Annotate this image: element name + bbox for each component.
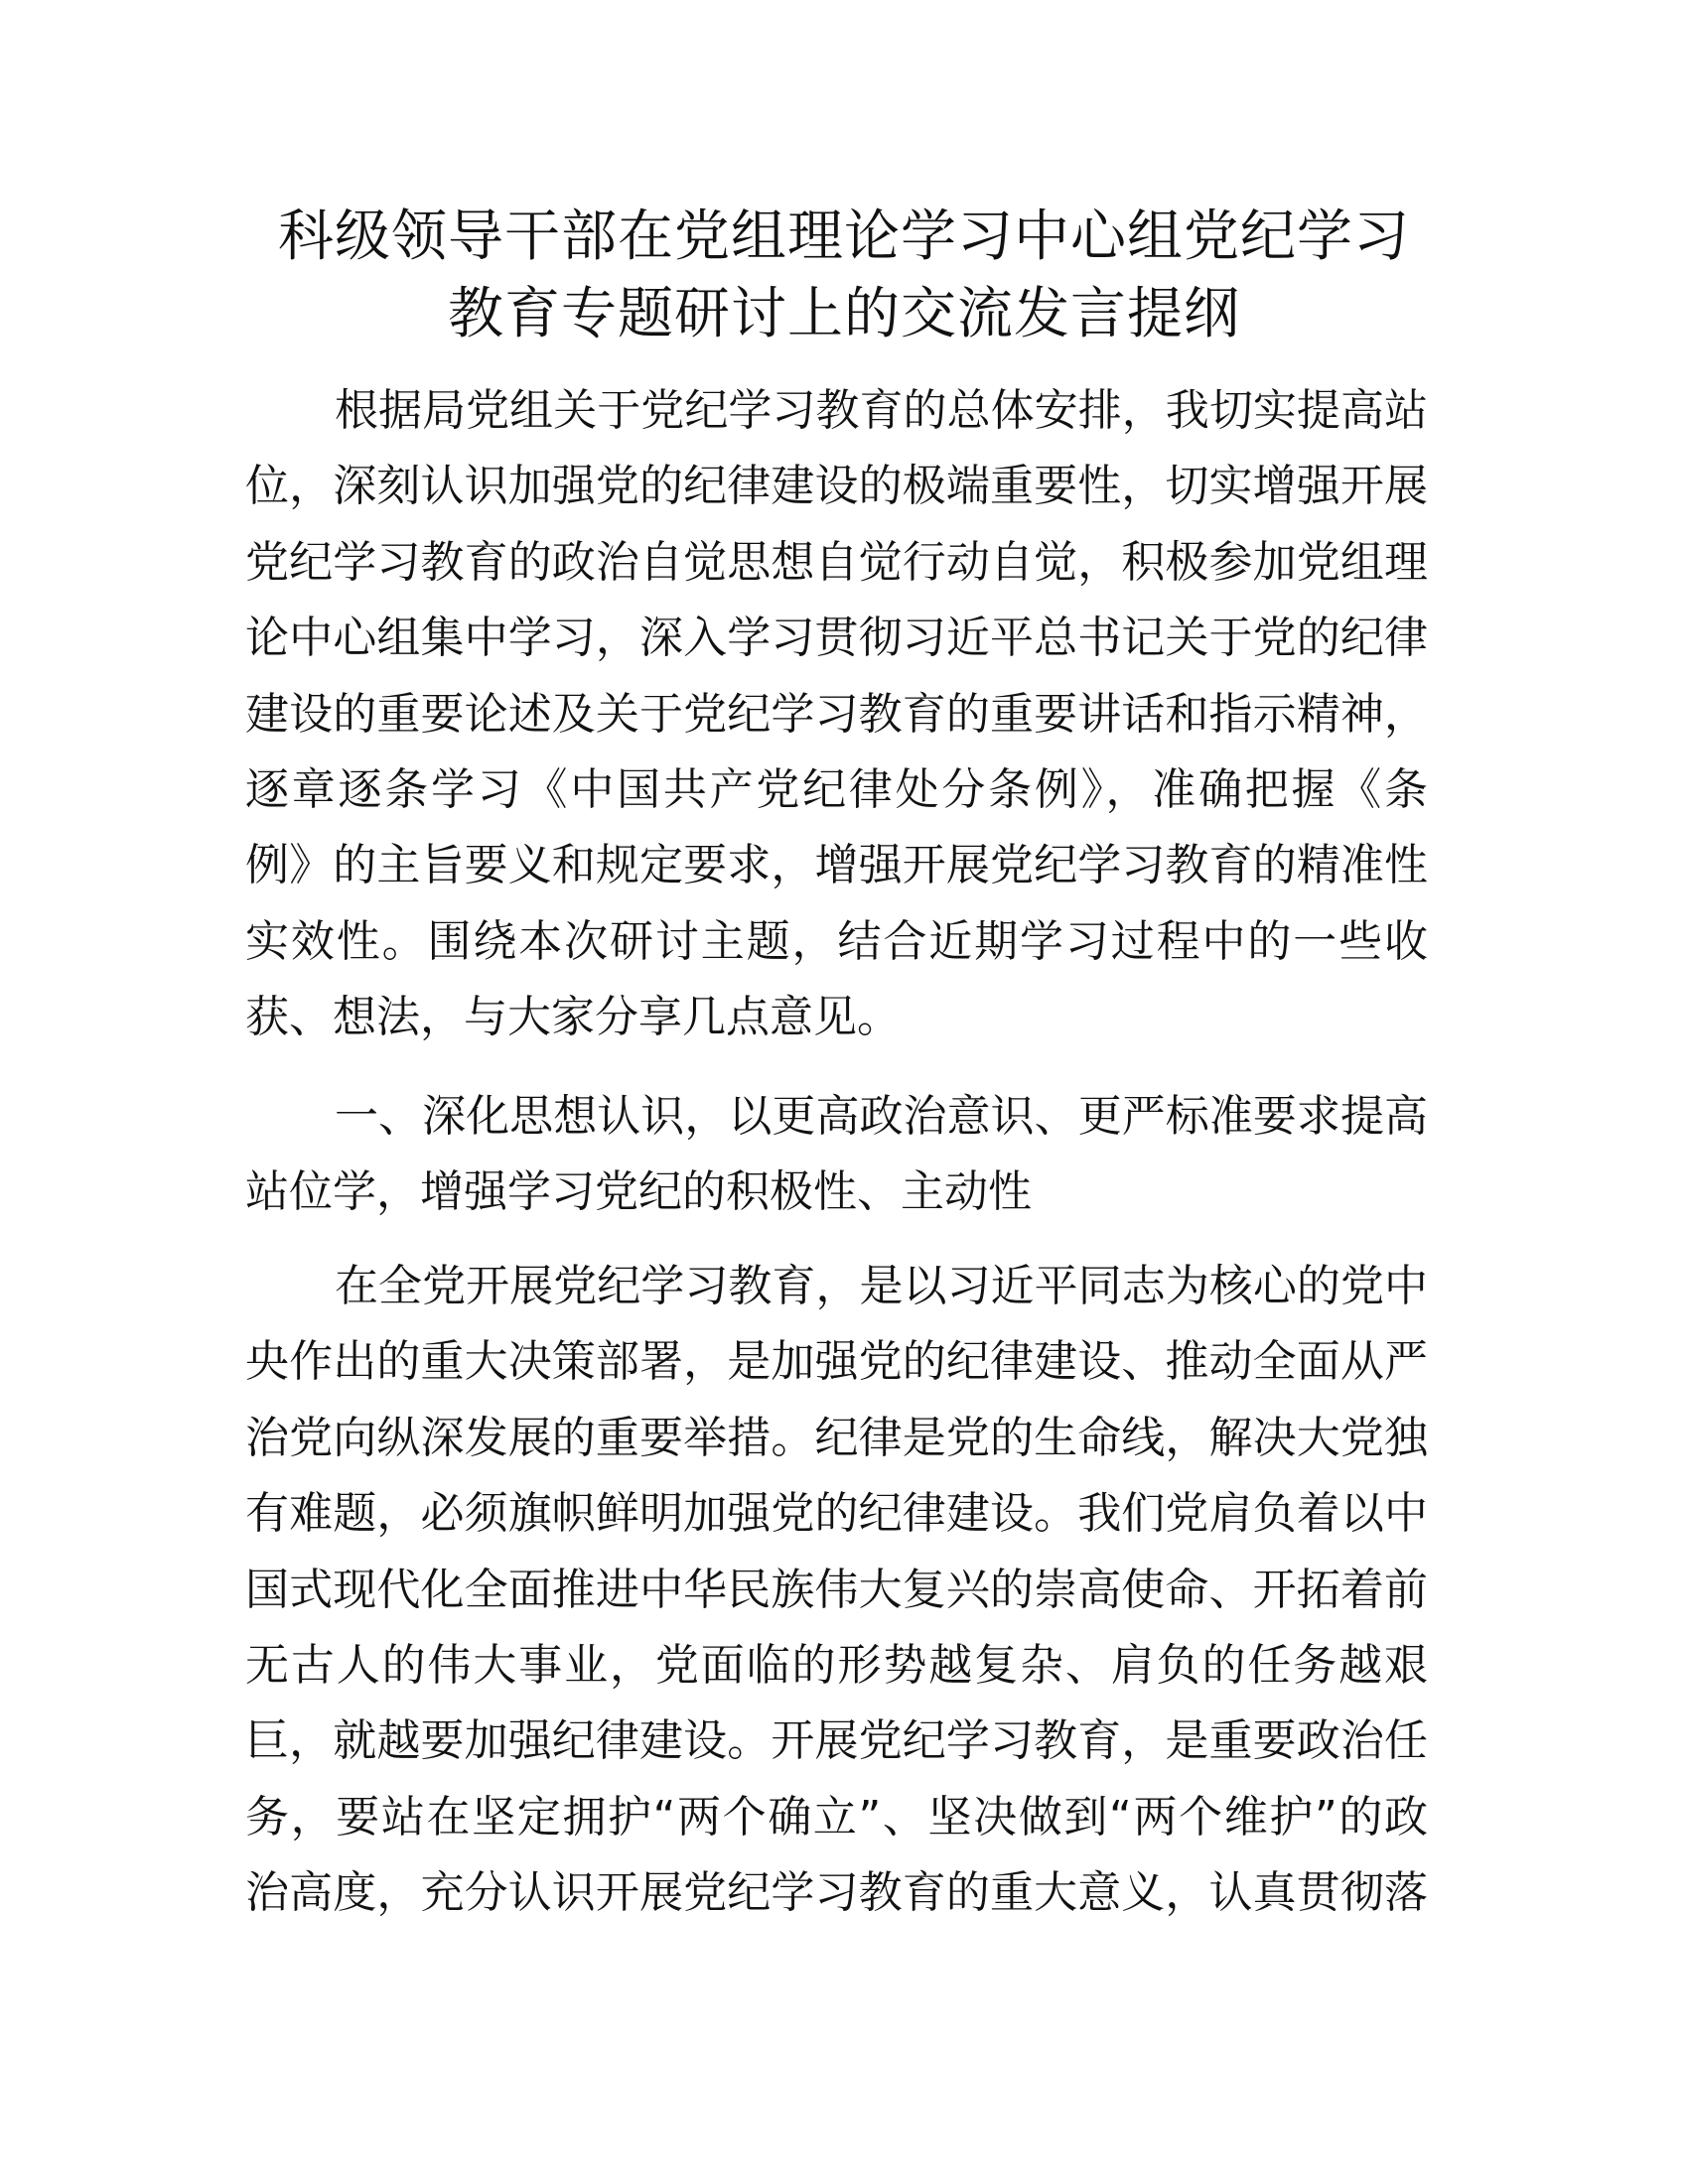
section-heading-1	[245, 1079, 1428, 1231]
text-line: 无古人的伟大事业，党面临的形势越复杂、肩负的任务越艰	[245, 1639, 1428, 1691]
text-line: 巨，就越要加强纪律建设。开展党纪学习教育，是重要政治任	[245, 1715, 1428, 1767]
text-line: 有难题，必须旗帜鲜明加强党的纪律建设。我们党肩负着以中	[245, 1488, 1428, 1540]
paragraph-intro	[245, 373, 1428, 1056]
text-line: 逐章逐条学习《中国共产党纪律处分条例》，准确把握《条	[245, 763, 1428, 815]
text-line: 国式现代化全面推进中华民族伟大复兴的崇高使命、开拓着前	[245, 1564, 1428, 1615]
text-line: 根据局党组关于党纪学习教育的总体安排，我切实提高站	[335, 385, 1428, 436]
text-line: 党纪学习教育的政治自觉思想自觉行动自觉，积极参加党组理	[245, 536, 1428, 588]
text-line: 治党向纵深发展的重要举措。纪律是党的生命线，解决大党独	[245, 1412, 1428, 1463]
text-line: 例》的主旨要义和规定要求，增强开展党纪学习教育的精准性	[245, 840, 1428, 891]
document-title	[199, 199, 1489, 353]
text-line: 论中心组集中学习，深入学习贯彻习近平总书记关于党的纪律	[245, 613, 1428, 664]
text-line: 站位学，增强学习党纪的积极性、主动性	[245, 1166, 1032, 1218]
text-line: 建设的重要论述及关于党纪学习教育的重要讲话和指示精神，	[245, 688, 1428, 740]
text-line: 务，要站在坚定拥护“两个确立”、坚决做到“两个维护”的政	[245, 1791, 1428, 1843]
text-line: 位，深刻认识加强党的纪律建设的极端重要性，切实增强开展	[245, 461, 1428, 512]
paragraph-body	[245, 1249, 1428, 1932]
title-line-1: 科级领导干部在党组理论学习中心组党纪学习	[278, 205, 1410, 269]
text-line: 获、想法，与大家分享几点意见。	[245, 992, 901, 1043]
text-line: 实效性。围绕本次研讨主题，结合近期学习过程中的一些收	[245, 915, 1428, 967]
text-line: 一、深化思想认识，以更高政治意识、更严标准要求提高	[335, 1091, 1428, 1142]
text-line: 央作出的重大决策部署，是加强党的纪律建设、推动全面从严	[245, 1336, 1428, 1388]
text-line: 在全党开展党纪学习教育，是以习近平同志为核心的党中	[335, 1261, 1428, 1311]
text-line: 治高度，充分认识开展党纪学习教育的重大意义，认真贯彻落	[245, 1867, 1428, 1919]
title-line-2: 教育专题研讨上的交流发言提纲	[448, 282, 1240, 346]
